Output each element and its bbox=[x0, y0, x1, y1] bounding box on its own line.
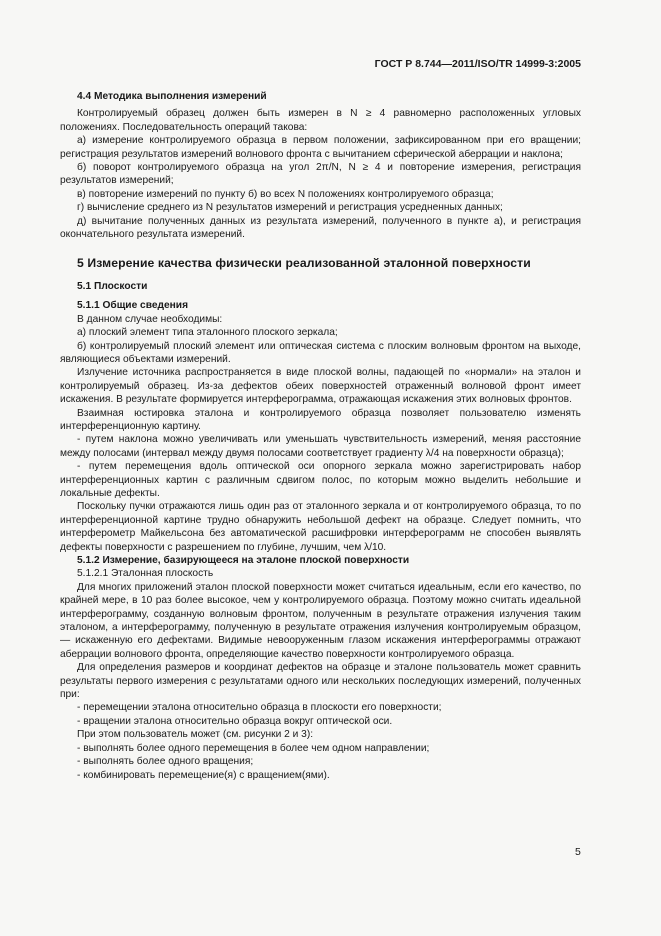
list-item: б) поворот контролируемого образца на угол 2π/N, N ≥ 4 и повторение измерения, регистрация результатов измерений; bbox=[60, 162, 581, 187]
list-item: а) измерение контролируемого образца в первом положении, зафиксированном при его вращении; регистрация результатов измерений волнового фронта с вычитанием сферической аберрации и наклона; bbox=[60, 135, 581, 160]
paragraph: В данном случае необходимы: bbox=[77, 313, 223, 325]
section-heading-5-1: 5.1 Плоскости bbox=[77, 280, 148, 292]
list-item: г) вычисление среднего из N результатов измерений и регистрация усредненных данных; bbox=[77, 202, 503, 214]
paragraph: Взаимная юстировка эталона и контролируемого образца позволяет пользователю изменять интерференционную картину. bbox=[60, 407, 581, 432]
list-item: - путем наклона можно увеличивать или уменьшать чувствительность измерений, меняя расстояние между полосами (интервал между двумя полосами соответствует градиенту λ/4 на поверхности образца); bbox=[60, 434, 581, 459]
list-item: - вращении эталона относительно образца вокруг оптической оси. bbox=[77, 715, 393, 727]
list-item: б) контролируемый плоский элемент или оптическая система с плоским волновым фронтом на выходе, являющиеся объектами измерений. bbox=[60, 340, 581, 365]
page-number: 5 bbox=[575, 846, 581, 858]
section-heading-5-1-2: 5.1.2 Измерение, базирующееся на эталоне плоской поверхности bbox=[77, 555, 410, 566]
list-item: - выполнять более одного вращения; bbox=[77, 756, 254, 768]
subsection-heading-5-1-2-1: 5.1.2.1 Эталонная плоскость bbox=[77, 568, 214, 580]
list-item: д) вычитание полученных данных из результата измерений, полученного в пункте а), и регистрация окончательного результата измерений. bbox=[60, 215, 581, 241]
list-item: - путем перемещения вдоль оптической оси опорного зеркала можно зарегистрировать набор интерференционных картин с различным сдвигом полос, по которым можно выделить небольшие и локальные дефекты. bbox=[60, 461, 581, 499]
list-item: а) плоский элемент типа эталонного плоского зеркала; bbox=[77, 327, 338, 339]
paragraph: Для многих приложений эталон плоской поверхности может считаться идеальным, если его качество, по крайней мере, в 10 раз более высокое, чем у контролируемого образца. Поэтому можно считать идеальной интерферограмму, созданную волновым фронтом, полученным в результате отражения излучения таким эталоном, а интерферограмму, полученную в результате отражения излучения контролируемым образцом, — искаженную его дефектами. Видимые невооруженным глазом искажения интерферограммы отражают аберрации волнового фронта, определяющие качество поверхности контролируемого образца. bbox=[60, 581, 581, 660]
paragraph: При этом пользователь может (см. рисунки 2 и 3): bbox=[77, 729, 314, 741]
paragraph: Поскольку пучки отражаются лишь один раз от эталонного зеркала и от контролируемого образца, то по интерференционной картине трудно обнаружить небольшой дефект на образце. Следует помнить, что интерферометр Майкельсона без автоматической расшифровки интерферограмм не способен выявлять дефекты поверхности с разрешением по глубине, лучшим, чем λ/10. bbox=[60, 501, 581, 553]
list-item: в) повторение измерений по пункту б) во всех N положениях контролируемого образца; bbox=[77, 188, 494, 200]
list-item: - выполнять более одного перемещения в более чем одном направлении; bbox=[77, 742, 430, 754]
section-heading-5: 5 Измерение качества физически реализованной эталонной поверхности bbox=[77, 256, 531, 271]
page-body bbox=[60, 90, 581, 782]
document-header: ГОСТ Р 8.744—2011/ISO/TR 14999-3:2005 bbox=[374, 58, 581, 70]
list-item: - перемещении эталона относительно образца в плоскости его поверхности; bbox=[77, 702, 442, 714]
section-heading-5-1-1: 5.1.1 Общие сведения bbox=[77, 300, 189, 312]
list-item: - комбинировать перемещение(я) с вращением(ями). bbox=[77, 769, 330, 781]
paragraph: Контролируемый образец должен быть измерен в N ≥ 4 равномерно расположенных угловых положениях. Последовательность операций такова: bbox=[60, 108, 581, 133]
section-heading-4-4: 4.4 Методика выполнения измерений bbox=[77, 91, 267, 102]
paragraph: Излучение источника распространяется в виде плоской волны, падающей по «нормали» на эталон и контролируемый образец. Из-за дефектов обеих поверхностей отраженный волновой фронт имеет искажения. В результате формируется интерферограмма, отражающая искажения этих волновых фронтов. bbox=[60, 367, 581, 406]
paragraph: Для определения размеров и координат дефектов на образце и эталоне пользователь может сравнить результаты первого измерения с результатами одного или нескольких последующих измерений, полученных при: bbox=[60, 662, 581, 701]
